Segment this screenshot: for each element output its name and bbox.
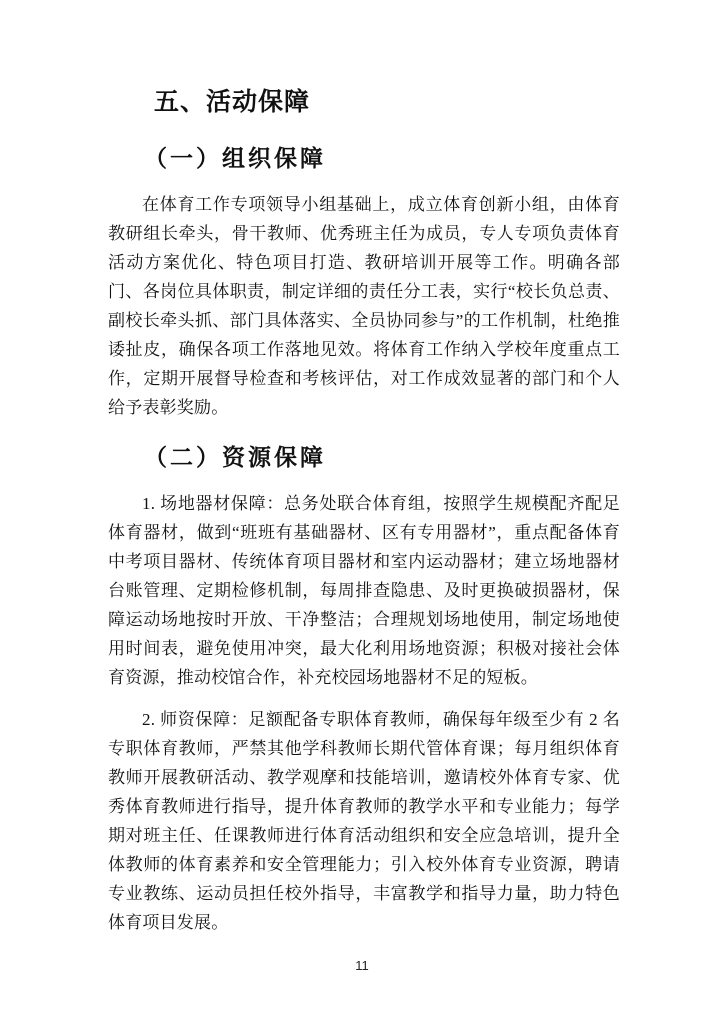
document-content [108,86,620,950]
paragraph-venue-equipment: 1. 场地器材保障：总务处联合体育组，按照学生规模配齐配足体育器材，做到“班班有基础器材、区有专用器材”，重点配备体育中考项目器材、传统体育项目器材和室内运动器材；建立场地器材台账管理、定期检修机制，每周排查隐患、及时更换破损器材，保障运动场地按时开放、干净整洁；合理规划场地使用，制定场地使用时间表，避免使用冲突，最大化利用场地资源；积极对接社会体育资源，推动校馆合作，补充校园场地器材不足的短板。 [108,494,620,687]
page-number: 11 [355,958,369,973]
page-title: 五、活动保障 [154,88,311,116]
section-heading-organization: （一）组织保障 [144,146,326,171]
paragraph-organization: 在体育工作专项领导小组基础上，成立体育创新小组，由体育教研组长牵头，骨干教师、优秀班主任为成员，专人专项负责体育活动方案优化、特色项目打造、教研培训开展等工作。明确各部门、各岗位具体职责，制定详细的责任分工表，实行“校长负总责、副校长牵头抓、部门具体落实、全员协同参与”的工作机制，杜绝推诿扯皮，确保各项工作落地见效。将体育工作纳入学校年度重点工作，定期开展督导检查和考核评估，对工作成效显著的部门和个人给予表彰奖励。 [108,195,620,417]
section-heading-resources: （二）资源保障 [144,445,326,470]
paragraph-teacher-resources: 2. 师资保障：足额配备专职体育教师，确保每年级至少有 2 名专职体育教师，严禁其他学科教师长期代管体育课；每月组织体育教师开展教研活动、教学观摩和技能培训，邀请校外体育专家、优秀体育教师进行指导，提升体育教师的教学水平和专业能力；每学期对班主任、任课教师进行体育活动组织和安全应急培训，提升全体教师的体育素养和安全管理能力；引入校外体育专业资源，聘请专业教练、运动员担任校外指导，丰富教学和指导力量，助力特色体育项目发展。 [108,710,620,932]
